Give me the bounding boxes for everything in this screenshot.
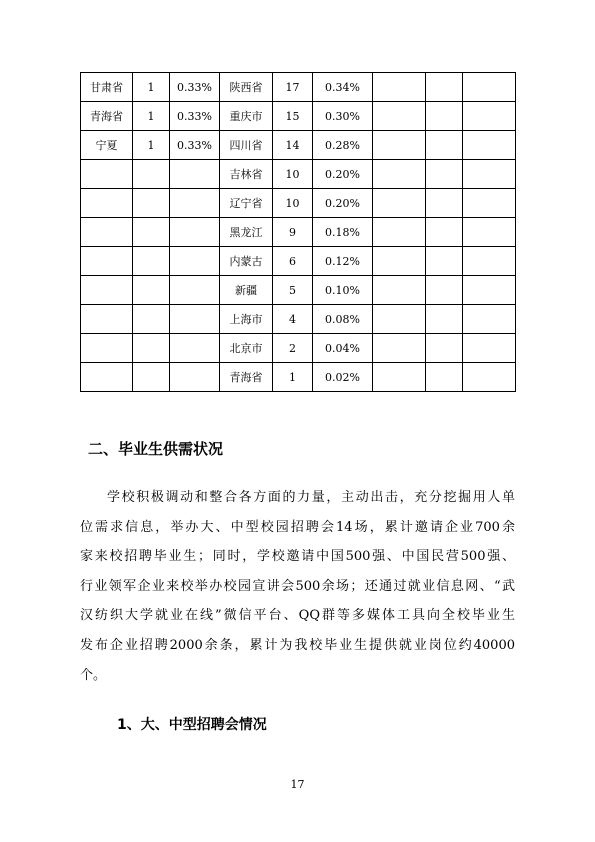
table-cell <box>170 218 220 247</box>
table-cell: 甘肃省 <box>81 73 133 102</box>
table-row <box>81 160 516 189</box>
table-cell: 四川省 <box>220 131 273 160</box>
paragraph-line: 行业领军企业来校举办校园宣讲会500余场；还通过就业信息网、“武 <box>80 578 515 594</box>
body-paragraph <box>80 483 515 690</box>
table-cell: 10 <box>273 160 313 189</box>
table-cell <box>81 334 133 363</box>
section-heading: 二、毕业生供需状况 <box>88 440 224 458</box>
table-cell: 0.20% <box>313 189 373 218</box>
table-cell: 6 <box>273 247 313 276</box>
table-cell: 宁夏 <box>81 131 133 160</box>
table-cell <box>170 334 220 363</box>
table-cell: 15 <box>273 102 313 131</box>
table-cell <box>133 334 170 363</box>
table-cell: 2 <box>273 334 313 363</box>
table-cell <box>373 276 426 305</box>
table-cell: 0.34% <box>313 73 373 102</box>
table-cell <box>426 131 463 160</box>
table-cell <box>133 363 170 392</box>
table-cell: 0.33% <box>170 131 220 160</box>
table-cell <box>426 247 463 276</box>
table-cell: 5 <box>273 276 313 305</box>
table-cell <box>426 160 463 189</box>
table-cell: 辽宁省 <box>220 189 273 218</box>
table-cell <box>133 247 170 276</box>
table-cell <box>373 334 426 363</box>
table-cell <box>373 160 426 189</box>
table-cell <box>133 189 170 218</box>
table-cell <box>373 218 426 247</box>
table-cell <box>373 73 426 102</box>
table-cell <box>426 102 463 131</box>
paragraph-line: 发布企业招聘2000余条，累计为我校毕业生提供就业岗位约40000 <box>80 637 515 653</box>
table-cell: 1 <box>273 363 313 392</box>
paragraph-line: 学校积极调动和整合各方面的力量，主动出击，充分挖掘用人单 <box>107 490 515 505</box>
table-cell <box>463 189 516 218</box>
table-cell <box>463 305 516 334</box>
paragraph-line: 位需求信息，举办大、中型校园招聘会14场，累计邀请企业700余 <box>80 519 515 535</box>
table-cell <box>463 73 516 102</box>
table-cell: 0.33% <box>170 73 220 102</box>
table-cell: 青海省 <box>220 363 273 392</box>
table-cell <box>463 160 516 189</box>
table-cell: 黑龙江 <box>220 218 273 247</box>
table-cell: 0.10% <box>313 276 373 305</box>
table-cell <box>426 334 463 363</box>
table-cell <box>81 189 133 218</box>
table-cell <box>463 218 516 247</box>
table-cell: 内蒙古 <box>220 247 273 276</box>
table-cell <box>170 160 220 189</box>
table-cell <box>170 189 220 218</box>
table-cell: 1 <box>133 131 170 160</box>
table-cell: 1 <box>133 73 170 102</box>
table-cell: 陕西省 <box>220 73 273 102</box>
table-cell <box>81 160 133 189</box>
table-cell <box>170 276 220 305</box>
table-cell: 10 <box>273 189 313 218</box>
table-cell <box>463 131 516 160</box>
table-cell: 0.30% <box>313 102 373 131</box>
table-cell: 上海市 <box>220 305 273 334</box>
table-cell <box>81 276 133 305</box>
table-cell <box>426 218 463 247</box>
table-cell: 0.20% <box>313 160 373 189</box>
table-cell: 0.33% <box>170 102 220 131</box>
table-cell: 青海省 <box>81 102 133 131</box>
table-row <box>81 276 516 305</box>
table-cell: 9 <box>273 218 313 247</box>
table-cell <box>170 363 220 392</box>
table-cell <box>463 363 516 392</box>
table-cell: 0.02% <box>313 363 373 392</box>
paragraph-line: 汉纺织大学就业在线”微信平台、QQ群等多媒体工具向全校毕业生 <box>80 608 515 624</box>
table-cell <box>81 218 133 247</box>
table-row <box>81 334 516 363</box>
table-body <box>81 73 516 392</box>
table-cell <box>81 247 133 276</box>
province-distribution-table <box>80 72 516 392</box>
table-cell <box>133 218 170 247</box>
table-cell <box>373 305 426 334</box>
paragraph-line: 家来校招聘毕业生；同时，学校邀请中国500强、中国民营500强、 <box>80 549 515 565</box>
table-row <box>81 218 516 247</box>
table-row <box>81 363 516 392</box>
table-row <box>81 73 516 102</box>
table-cell <box>426 363 463 392</box>
table-cell: 17 <box>273 73 313 102</box>
table-cell <box>133 160 170 189</box>
table-cell <box>426 73 463 102</box>
table-cell: 14 <box>273 131 313 160</box>
table-cell <box>133 305 170 334</box>
table-cell <box>426 189 463 218</box>
table-cell: 0.12% <box>313 247 373 276</box>
table-cell: 0.28% <box>313 131 373 160</box>
table-cell <box>463 102 516 131</box>
table-cell: 1 <box>133 102 170 131</box>
page-number: 17 <box>290 778 305 791</box>
table-cell: 0.08% <box>313 305 373 334</box>
table-cell <box>373 189 426 218</box>
table-cell <box>81 363 133 392</box>
table-cell <box>463 334 516 363</box>
table-cell <box>170 305 220 334</box>
table-cell <box>373 363 426 392</box>
table-cell <box>373 247 426 276</box>
table-cell <box>463 276 516 305</box>
table-row <box>81 102 516 131</box>
table-row <box>81 189 516 218</box>
table-cell: 0.04% <box>313 334 373 363</box>
table-cell <box>373 102 426 131</box>
table-row <box>81 131 516 160</box>
table-cell <box>426 276 463 305</box>
table-row <box>81 305 516 334</box>
table-cell: 4 <box>273 305 313 334</box>
table-cell: 0.18% <box>313 218 373 247</box>
table-cell: 重庆市 <box>220 102 273 131</box>
subsection-heading: 1、大、中型招聘会情况 <box>117 717 267 733</box>
table-cell: 吉林省 <box>220 160 273 189</box>
table-cell: 新疆 <box>220 276 273 305</box>
table-row <box>81 247 516 276</box>
table-cell: 北京市 <box>220 334 273 363</box>
table-cell <box>373 131 426 160</box>
table-cell <box>81 305 133 334</box>
table-cell <box>463 247 516 276</box>
table-cell <box>426 305 463 334</box>
paragraph-line: 个。 <box>80 667 107 683</box>
table-cell <box>170 247 220 276</box>
table-cell <box>133 276 170 305</box>
